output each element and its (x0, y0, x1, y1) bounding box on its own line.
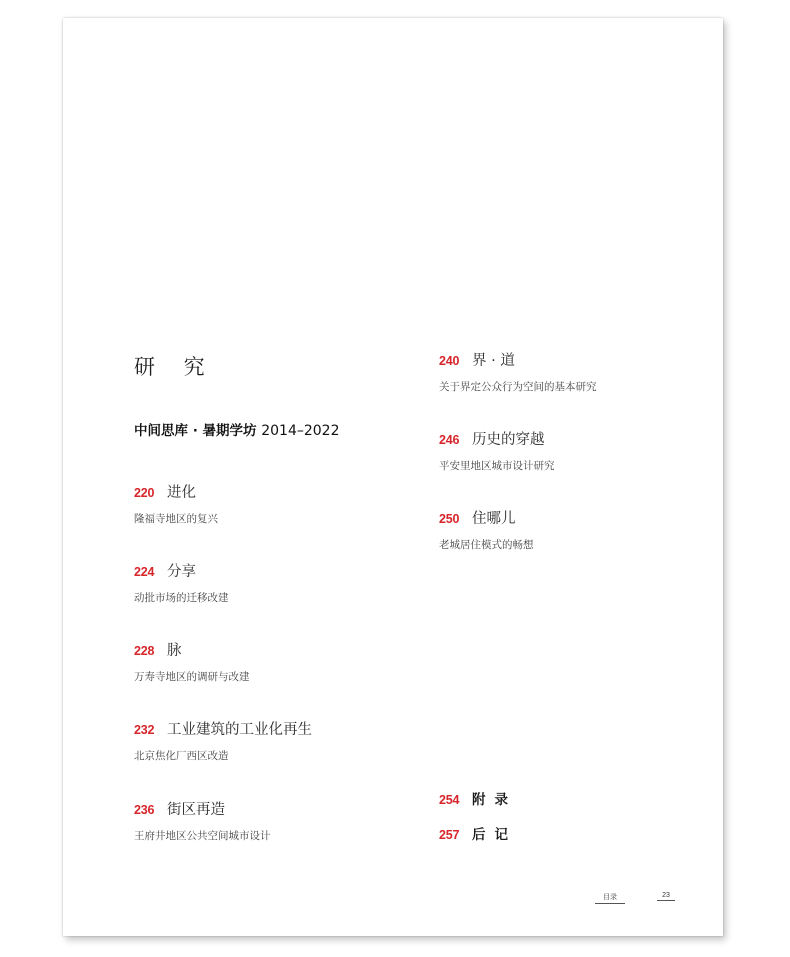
entry-description: 北京焦化厂西区改造 (134, 750, 229, 762)
entry-description: 万寿寺地区的调研与改建 (134, 671, 250, 683)
toc-entry-246[interactable] (439, 428, 555, 473)
entry-description: 隆福寺地区的复兴 (134, 513, 218, 525)
footer-page-number: 23 (657, 892, 675, 901)
entry-page-number: 228 (134, 644, 155, 658)
toc-entry-appendix[interactable] (439, 788, 517, 808)
entry-page-number: 236 (134, 803, 155, 817)
entry-description: 关于界定公众行为空间的基本研究 (439, 381, 597, 393)
entry-title: 脉 (167, 643, 182, 659)
entry-description: 老城居住模式的畅想 (439, 539, 534, 551)
entry-title: 附录 (472, 792, 517, 808)
entry-page-number: 257 (439, 828, 460, 842)
toc-entry-afterword[interactable] (439, 823, 517, 843)
entry-page-number: 224 (134, 565, 155, 579)
entry-page-number: 220 (134, 486, 155, 500)
toc-entry-224[interactable] (134, 560, 229, 605)
entry-page-number: 250 (439, 512, 460, 526)
subtitle-years: 2014–2022 (261, 423, 340, 439)
entry-page-number: 240 (439, 354, 460, 368)
toc-entry-220[interactable] (134, 481, 218, 526)
entry-page-number: 246 (439, 433, 460, 447)
entry-description: 王府井地区公共空间城市设计 (134, 830, 271, 842)
toc-entry-240[interactable] (439, 349, 597, 394)
entry-title: 进化 (167, 485, 196, 501)
toc-entry-250[interactable] (439, 507, 534, 552)
section-title: 研 究 (134, 355, 216, 379)
book-page (63, 18, 723, 936)
entry-page-number: 254 (439, 793, 460, 807)
toc-entry-236[interactable] (134, 798, 271, 843)
entry-title: 历史的穿越 (472, 432, 545, 448)
entry-page-number: 232 (134, 723, 155, 737)
entry-description: 动批市场的迁移改建 (134, 592, 229, 604)
entry-title: 后记 (472, 827, 517, 843)
toc-entry-228[interactable] (134, 639, 250, 684)
entry-title: 街区再造 (167, 802, 225, 818)
entry-title: 住哪儿 (472, 511, 516, 527)
toc-entry-232[interactable] (134, 718, 312, 763)
entry-title: 分享 (167, 564, 196, 580)
footer-section-label: 目录 (595, 892, 625, 904)
entry-title: 工业建筑的工业化再生 (167, 722, 312, 738)
entry-title: 界 · 道 (472, 353, 515, 369)
section-subtitle (134, 419, 340, 439)
entry-description: 平安里地区城市设计研究 (439, 460, 555, 472)
subtitle-main: 中间思库 · 暑期学坊 (134, 423, 257, 439)
